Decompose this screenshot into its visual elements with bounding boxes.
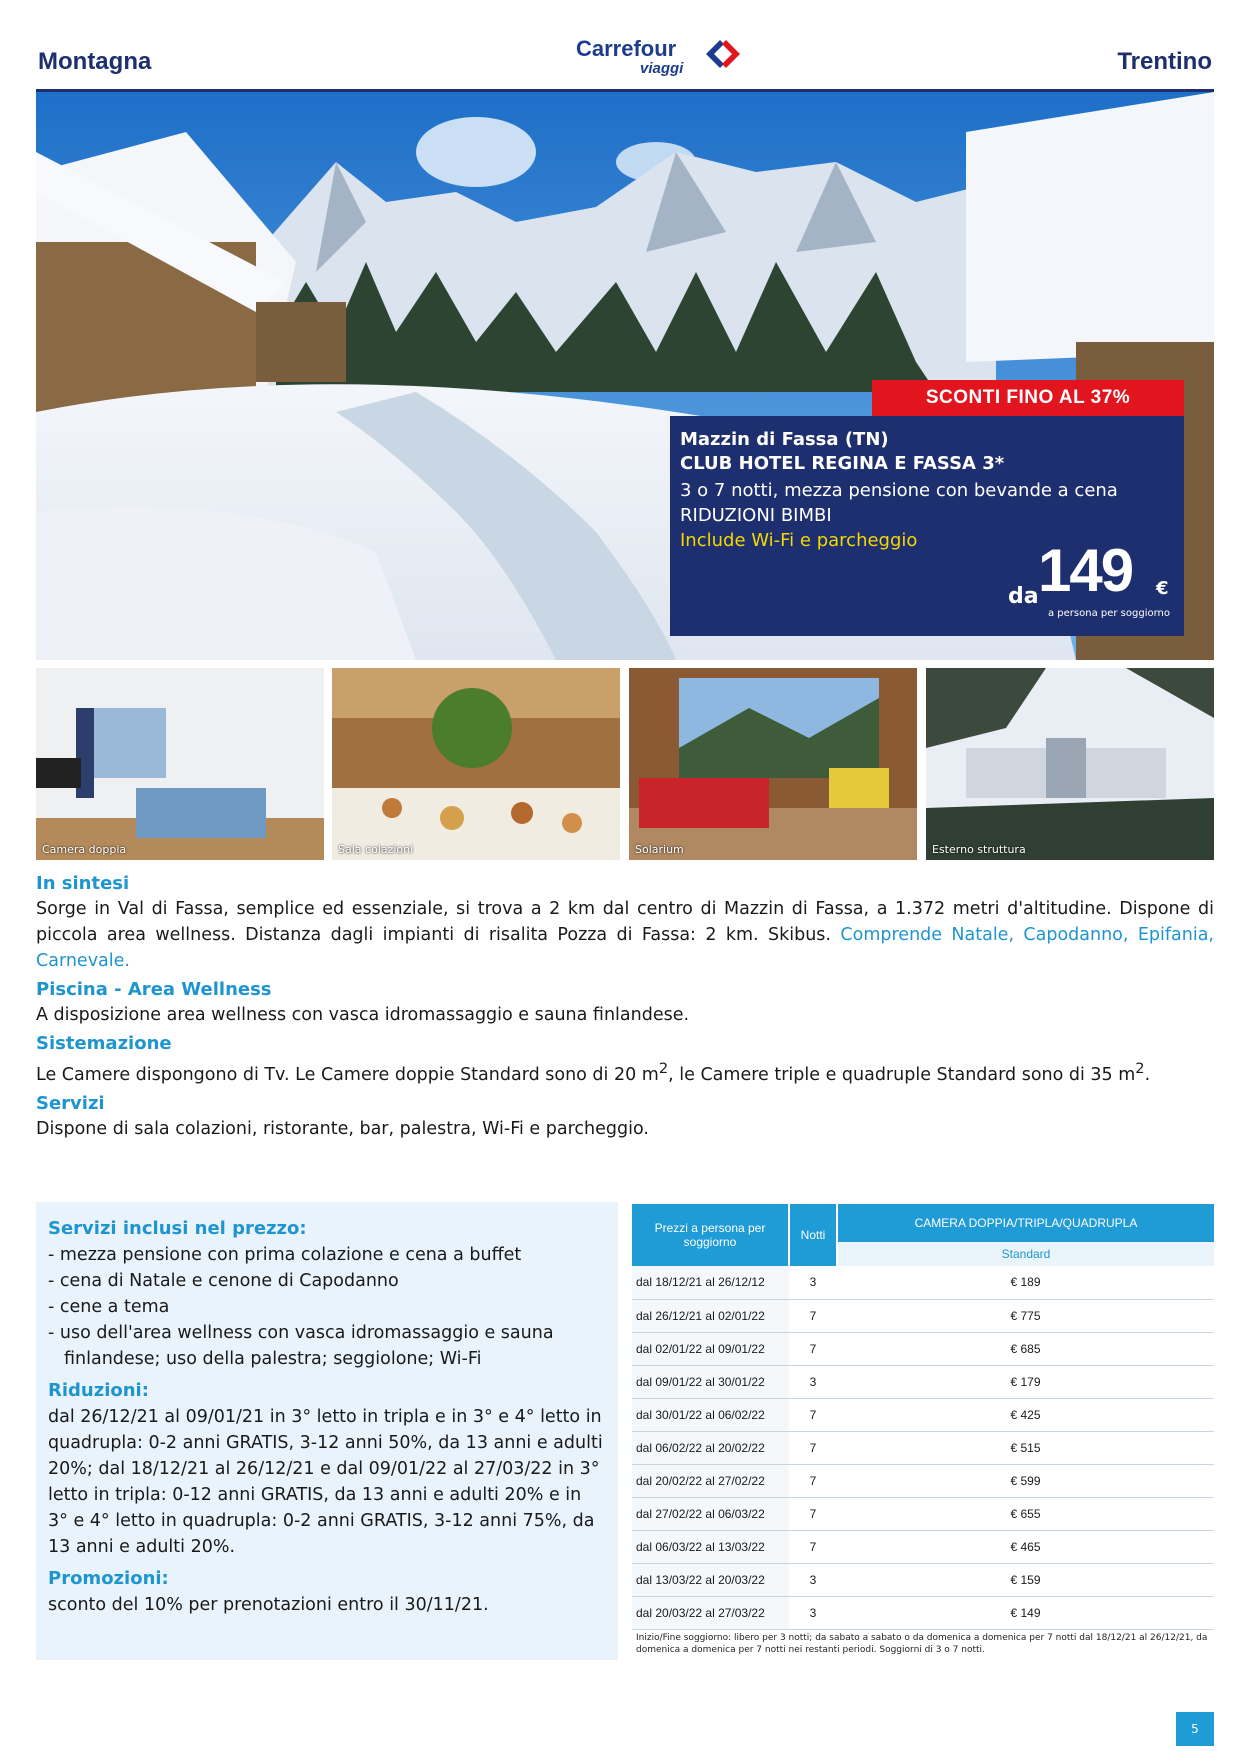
price-table [632, 1204, 1214, 1630]
price-cell: € 685 [837, 1332, 1214, 1365]
carrefour-viaggi-logo[interactable] [540, 36, 740, 84]
page-header [36, 36, 1214, 92]
sintesi-holidays: Comprende Natale, Capodanno, Epifania, Carnevale. [36, 925, 1214, 971]
price-prefix: da [1008, 584, 1039, 609]
period-cell: dal 18/12/21 al 26/12/12 [632, 1266, 789, 1299]
table-row [632, 1299, 1214, 1332]
section-title-piscina: Piscina - Area Wellness [36, 979, 272, 1000]
table-row [632, 1266, 1214, 1299]
offer-description: 3 o 7 notti, mezza pensione con bevande a cena [680, 480, 1118, 501]
notti-cell: 3 [789, 1266, 837, 1299]
riduzioni-title: Riduzioni: [48, 1380, 149, 1401]
thumb-caption: Esterno struttura [932, 843, 1026, 856]
period-cell: dal 30/01/22 al 06/02/22 [632, 1398, 789, 1431]
notti-cell: 7 [789, 1530, 837, 1563]
included-title: Servizi inclusi nel prezzo: [48, 1218, 307, 1239]
sup-2: 2 [1135, 1060, 1145, 1077]
period-cell: dal 06/02/22 al 20/02/22 [632, 1431, 789, 1464]
notti-cell: 7 [789, 1332, 837, 1365]
period-cell: dal 26/12/21 al 02/01/22 [632, 1299, 789, 1332]
included-item: - uso dell'area wellness con vasca idromassaggio e sauna finlandese; uso della palestra; seggiolone; Wi-Fi [48, 1323, 554, 1369]
col-room-header: CAMERA DOPPIA/TRIPLA/QUADRUPLA [837, 1204, 1214, 1242]
period-cell: dal 13/03/22 al 20/03/22 [632, 1563, 789, 1596]
period-cell: dal 06/03/22 al 13/03/22 [632, 1530, 789, 1563]
riduzioni-text: dal 26/12/21 al 09/01/21 in 3° letto in tripla e in 3° e 4° letto in quadrupla: 0-2 anni GRATIS, 3-12 anni 50%, da 13 anni e adulti 20%; dal 18/12/21 al 26/12/21 e dal 09/01/22 al 27/03/22 in 3° letto in tripla: 0-12 anni GRATIS, da 13 anni e adulti 20% e in 3° e 4° letto in quadrupla: 0-2 anni GRATIS, 3-12 anni 75%, da 13 anni e adulti 20%. [48, 1407, 603, 1557]
period-cell: dal 09/01/22 al 30/01/22 [632, 1365, 789, 1398]
included-item: - cene a tema [48, 1297, 170, 1317]
room-photo [36, 668, 324, 860]
sistemazione-body [36, 1056, 1214, 1088]
promozioni-title: Promozioni: [48, 1568, 169, 1589]
thumbnail-exterior[interactable] [926, 668, 1214, 860]
table-row [632, 1596, 1214, 1629]
servizi-body: Dispone di sala colazioni, ristorante, bar, palestra, Wi-Fi e parcheggio. [36, 1118, 649, 1139]
offer-box[interactable] [670, 416, 1184, 636]
period-cell: dal 02/01/22 al 09/01/22 [632, 1332, 789, 1365]
notti-cell: 3 [789, 1596, 837, 1629]
section-title-sistemazione: Sistemazione [36, 1033, 172, 1054]
hotel-description [36, 872, 1214, 1142]
section-title-servizi: Servizi [36, 1092, 105, 1114]
table-row [632, 1332, 1214, 1365]
col-notti-header: Notti [789, 1204, 837, 1266]
thumb-caption: Solarium [635, 843, 684, 856]
offer-location: Mazzin di Fassa (TN) [680, 429, 889, 450]
included-item: - cena di Natale e cenone di Capodanno [48, 1271, 399, 1291]
table-row [632, 1530, 1214, 1563]
price-cell: € 599 [837, 1464, 1214, 1497]
price-cell: € 775 [837, 1299, 1214, 1332]
table-row [632, 1431, 1214, 1464]
included-item: - mezza pensione con prima colazione e cena a buffet [48, 1245, 522, 1265]
thumbnail-breakfast[interactable] [332, 668, 620, 860]
col-standard-header: Standard [837, 1242, 1214, 1266]
table-row [632, 1563, 1214, 1596]
price-cell: € 655 [837, 1497, 1214, 1530]
price-cell: € 149 [837, 1596, 1214, 1629]
period-cell: dal 20/02/22 al 27/02/22 [632, 1464, 789, 1497]
price-note: a persona per soggiorno [1048, 608, 1170, 619]
table-row [632, 1398, 1214, 1431]
solarium-photo [629, 668, 917, 860]
notti-cell: 7 [789, 1497, 837, 1530]
promozioni-text: sconto del 10% per prenotazioni entro il 30/11/21. [48, 1595, 489, 1615]
offer-includes: Include Wi-Fi e parcheggio [680, 530, 918, 551]
period-cell: dal 27/02/22 al 06/03/22 [632, 1497, 789, 1530]
price-cell: € 425 [837, 1398, 1214, 1431]
discount-badge: SCONTI FINO AL 37% [872, 380, 1184, 416]
price-cell: € 515 [837, 1431, 1214, 1464]
price-cell: € 159 [837, 1563, 1214, 1596]
exterior-photo [926, 668, 1214, 860]
included-services-box [36, 1202, 618, 1660]
notti-cell: 3 [789, 1563, 837, 1596]
sup-1: 2 [658, 1060, 669, 1077]
table-note: Inizio/Fine soggiorno: libero per 3 notti; da sabato a sabato o da domenica a domenica per 7 notti dal 18/12/21 al 26/12/21, da domenica a domenica per 7 notti nei restanti periodi. Soggiorni di 3 o 7 notti. [636, 1633, 1208, 1655]
carrefour-mark-icon [698, 36, 748, 72]
offer-hotel: CLUB HOTEL REGINA E FASSA 3* [680, 453, 1005, 474]
sintesi-body [36, 896, 1214, 974]
piscina-body: A disposizione area wellness con vasca idromassaggio e sauna finlandese. [36, 1005, 690, 1025]
thumbnail-room[interactable] [36, 668, 324, 860]
sintesi-text: Sorge in Val di Fassa, semplice ed essenziale, si trova a 2 km dal centro di Mazzin di Fassa, a 1.372 metri d'altitudine. Dispone di piccola area wellness. Distanza dagli impianti di risalita Pozza di Fassa: 2 km. Skibus. [36, 899, 1214, 945]
table-row [632, 1497, 1214, 1530]
price-cell: € 465 [837, 1530, 1214, 1563]
sistemazione-end: . [1144, 1064, 1151, 1085]
offer-price: 149 [1038, 537, 1133, 604]
sistemazione-text-a: Le Camere dispongono di Tv. Le Camere doppie Standard sono di 20 m [36, 1064, 659, 1085]
table-row [632, 1464, 1214, 1497]
category-label: Montagna [38, 48, 152, 75]
logo-sub: viaggi [640, 60, 684, 77]
thumb-caption: Camera doppia [42, 843, 127, 856]
notti-cell: 3 [789, 1365, 837, 1398]
table-row [632, 1365, 1214, 1398]
section-title-sintesi: In sintesi [36, 873, 130, 894]
notti-cell: 7 [789, 1464, 837, 1497]
price-cell: € 179 [837, 1365, 1214, 1398]
logo-name: Carrefour [576, 36, 677, 61]
region-label: Trentino [1117, 48, 1212, 75]
offer-kids: RIDUZIONI BIMBI [680, 505, 832, 526]
breakfast-photo [332, 668, 620, 860]
thumbnail-solarium[interactable] [629, 668, 917, 860]
sistemazione-text-b: , le Camere triple e quadruple Standard sono di 35 m [668, 1064, 1136, 1085]
price-cell: € 189 [837, 1266, 1214, 1299]
price-currency: € [1156, 578, 1169, 599]
notti-cell: 7 [789, 1299, 837, 1332]
period-cell: dal 20/03/22 al 27/03/22 [632, 1596, 789, 1629]
col-period-header: Prezzi a persona per soggiorno [632, 1204, 789, 1266]
thumb-caption: Sala colazioni [338, 843, 414, 856]
notti-cell: 7 [789, 1398, 837, 1431]
page-number: 5 [1176, 1712, 1214, 1746]
notti-cell: 7 [789, 1431, 837, 1464]
photo-strip [36, 668, 1214, 860]
